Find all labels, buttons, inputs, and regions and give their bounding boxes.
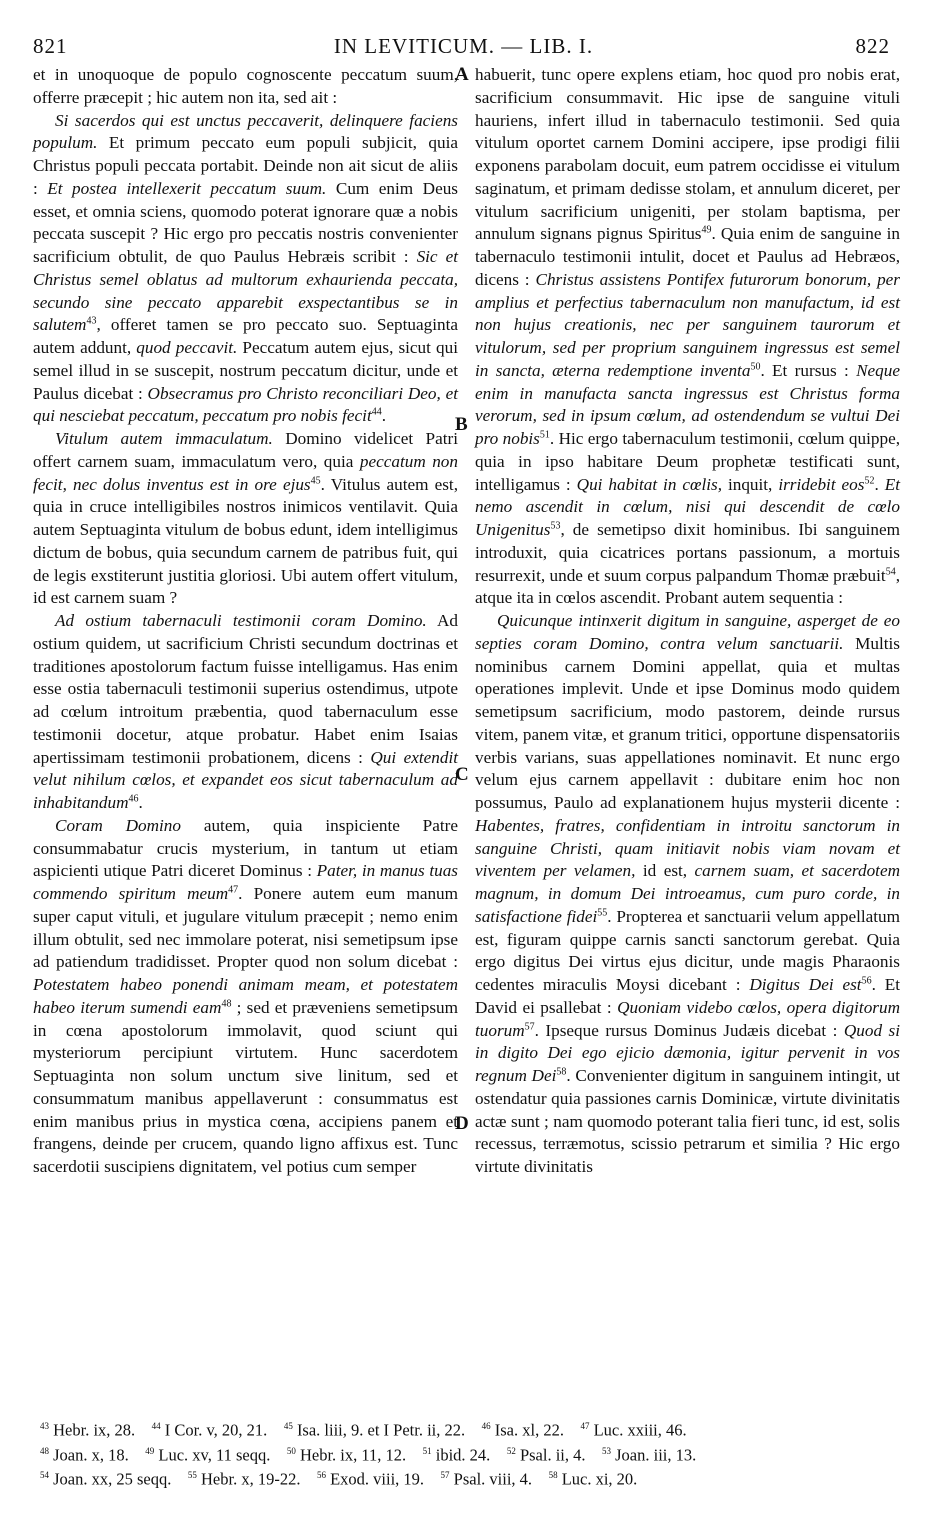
text-run: Et nemo ascendit in cœlum, nisi qui descendit de cœlo Unigenitus [475,474,901,539]
footnote-citation: Hebr. ix, 11, 12. [299,1445,407,1464]
text-run: . Vitulus autem est, quia in cruce intelligibiles nostros inimicos ventilavit. Quia autem Septuaginta vitulum de bobus edunt, idem intelligimus dictum de bobus, quia secundum carnem de patribus fuit, qui de legis exstiterunt justitia gloriosi. Ubi autem offert vitulum, id est carnem suam ? [33,474,459,608]
footnote-number: 54 [40,1470,49,1480]
footnote-ref: 53 [550,520,561,532]
running-title: IN LEVITICUM. — LIB. I. [333,34,594,58]
footnote-citation: Luc. xv, 11 seqq. [158,1445,271,1464]
text-run: . Et David ei psallebat : [475,975,900,1017]
text-run: . [381,406,387,426]
text-run: Coram Domino [55,815,181,835]
footnote-citation: Psal. viii, 4. [453,1469,533,1489]
text-run: Vitulum autem immaculatum. [55,429,273,448]
page-header [0,34,927,58]
footnote-citation: Psal. ii, 4. [519,1445,586,1464]
text-run: Quoniam videbo cœlos, opera digitorum tuorum [475,997,900,1040]
footnote-ref: 43 [86,315,97,327]
paragraph [475,610,900,1179]
footnote-number: 51 [422,1445,432,1456]
footnote-line [40,1441,900,1466]
section-marker-d: D [455,1113,469,1134]
footnote-ref: 56 [861,975,872,987]
paragraph [33,815,458,1179]
footnote-citation: I Cor. v, 20, 21. [164,1420,268,1440]
footnote-number: 55 [187,1470,197,1480]
footnote-citation: Hebr. x, 19-22. [201,1469,301,1489]
text-run: irridebit eos [778,474,865,494]
text-run: autem, quia inspiciente Patre consummabatur crucis mysterium, in tantum ut etiam aspicienti utique Patri diceret Dominus : [33,815,459,881]
text-run: . Hic ergo tabernaculum testimonii, cœlum quippe, quia in ipso habitare Deum prophetæ testificati sunt, intelligamus : [475,429,900,494]
footnote-ref: 45 [310,474,321,486]
footnote-ref: 49 [701,224,712,236]
paragraph [33,110,458,429]
paragraph [475,64,900,610]
footnote-line [40,1465,900,1490]
text-run: ; sed et præveniens semetipsum in cœna apostolorum immolavit, quod sciunt qui mysteriorum percipiunt virtutem. Hunc sacerdotem Septuaginta non solum unctum sive linitum, sed et consummatum manibus appellaverunt : consummatus est enim manibus prius in mystica cœna, accipiens panem et frangens, deinde per crucem, quando ligno affixus est. Tunc sacerdotii suscipiens dignitatem, vel potius cum semper [33,997,458,1176]
text-run: Christus assistens Pontifex futurorum bonorum, per amplius et perfectius tabernaculum non manufactum, id est non hujus creationis, nec per sanguinem taurorum et vitulorum, sed per proprium sanguinem ingressus est semel in sancta, æterna redemptione inventa [475,269,900,380]
section-marker-c: C [455,764,469,785]
text-run: Si sacerdos qui est unctus peccaverit, delinquere faciens populum. [33,110,458,153]
text-run: Multis nominibus carnem Domini appellat, quia et multas operationes implevit. Unde et ipse Dominus modo quidem semetipsum sacrificium, modo pastorem, deinde rursus vitem, panem vitæ, et granum tritici, opportune dispensatoriis verbis varians, suas appellationes nominavit. Et nunc ergo velum ejus carnem appellavit : dubitare enim hoc non possumus, Paulo ad explanationem hujus mysterii dicente : [475,633,900,812]
text-run: . Et rursus : [760,360,857,380]
page-number-right: 822 [855,34,890,58]
text-run: Ad ostium quidem, ut sacrificium Christi secundum doctrinas et traditiones apostolorum factum fuisse intelligamus. Has enim esse ostia tabernaculi testimonii superius ostendimus, utpote ad cœlum introitum præbentia, quod tabernaculum esse testimonii docetur, atque probatur. Habet enim Isaias apertissimam testimonii probationem, dicens : [33,611,459,767]
text-run: habuerit, tunc opere explens etiam, hoc quod pro nobis erat, sacrificium consummavit. Hic ipse de sanguine vituli hauriens, infert illud in tabernaculo testimonii. Sed quia vitulum oportet carnem Domini accipere, ipse prodigi filii exponens parabolam docuit, eum patrem occidisse ei vitulum saginatum, et primam dedisse stolam, et annulum diceret, per vitulum sacrificium unigeniti, per stolam baptisma, per annulum signans pignus Spiritus [475,65,900,244]
footnotes [40,1416,900,1490]
text-run: Digitus Dei est [749,975,862,994]
text-run: , offeret tamen se pro peccato suo. Septuaginta autem addunt, [33,315,458,357]
text-run: id est, [635,861,695,881]
footnote-citation: Joan. xx, 25 seqq. [53,1469,172,1489]
section-marker-b: B [455,414,468,435]
footnote-citation: Luc. xxiii, 46. [593,1420,687,1440]
text-run: Qui extendit velut nihilum cœlos, et expandet eos sicut tabernaculum ad inhabitandum [33,747,458,812]
text-run: . [874,474,885,494]
text-run: carnem suam, et sacerdotem magnum, in domum Dei introeamus, cum puro corde, in satisfactione fidei [475,861,900,926]
paragraph [33,610,458,815]
footnote-ref: 54 [885,565,896,577]
text-run: Et postea intellexerit peccatum suum. [47,178,327,198]
footnote-number: 52 [506,1445,516,1456]
text-run: Quicunque intinxerit digitum in sanguine, asperget de eo septies coram Domino, contra velum sanctuarii. [475,611,900,653]
text-run: Pater, in manus tuas commendo spiritum meum [33,861,458,903]
text-run: . [138,793,143,812]
paragraph [33,428,458,610]
text-run: , atque ita in cœlos ascendit. Probant autem sequentia : [475,565,900,608]
text-run: peccatum non fecit, nec dolus inventus est in ore ejus [33,451,458,494]
text-run: Neque enim in manufacta sancta ingressus est Christus forma verorum, sed in ipsum cœlum, ad ostendendum se vultui Dei pro nobis [475,360,900,448]
footnote-ref: 57 [524,1020,535,1032]
footnote-ref: 46 [128,793,139,805]
text-run: . Quia enim de sanguine in tabernaculo testimonii intulit, docet et Paulus ad Hebræos, dicens : [475,224,900,289]
footnote-number: 48 [40,1445,49,1456]
text-run: inquit, [722,474,779,494]
text-run: Quod si in digito Dei ego ejicio dæmonia, igitur pervenit in vos regnum Dei [475,1020,900,1085]
text-run: Obsecramus pro Christo reconciliari Deo, et qui nesciebat peccatum, peccatum pro nobis fecit [33,383,458,426]
footnote-number: 45 [283,1421,293,1431]
footnote-citation: Isa. xl, 22. [494,1420,564,1440]
footnote-citation: Exod. viii, 19. [330,1469,425,1489]
footnote-citation: Luc. xi, 20. [561,1469,638,1489]
footnote-number: 53 [602,1445,611,1456]
footnote-number: 58 [548,1470,558,1480]
text-run: . Convenienter digitum in sanguinem intingit, ut ostendatur quia passiones carnis Dominicæ, virtute divinitatis actæ sunt ; nam quomodo poterant talia fieri tunc, id est, solis recessus, terræmotus, scissio petrarum et similia ? Hic ergo virtute divinitatis [475,1066,900,1176]
footnote-citation: Joan. x, 18. [53,1445,129,1464]
right-column [475,64,900,1179]
footnote-ref: 50 [750,361,761,373]
footnote-citation: Hebr. ix, 28. [53,1420,136,1440]
paragraph [33,64,458,110]
footnote-ref: 58 [556,1066,567,1078]
footnote-citation: Isa. liii, 9. et I Petr. ii, 22. [296,1420,466,1440]
text-run: . Ipseque rursus Dominus Judæis dicebat : [534,1020,844,1040]
text-run: Peccatum autem ejus, sicut qui semel illud in se suscepit, nostrum peccatum dicitur, unde et Paulus dicebat : [33,338,458,403]
text-run: Et primum peccato eum populi subjicit, quia Christus populi peccata portabit. Deinde non ait sicut de aliis : [33,133,458,198]
footnote-ref: 47 [228,884,239,896]
text-run: . Ponere autem eum manum super caput vituli, et jugulare vitulum præcepit ; nemo enim illum obtulit, sed nec immolare poterat, nisi semetipsum ipse ad patiendum tradidisset. Propter quod non solum dicebat : [33,884,458,972]
footnote-number: 56 [316,1470,326,1480]
footnote-ref: 44 [371,406,382,418]
text-run: Sic et Christus semel oblatus ad multorum exhaurienda peccata, secundo sine peccato apparebit exspectantibus se in salutem [33,247,458,335]
footnote-number: 49 [145,1445,155,1456]
footnote-ref: 48 [221,998,232,1010]
footnote-number: 47 [580,1421,590,1431]
footnote-number: 57 [440,1470,450,1480]
text-run: Ad ostium tabernaculi testimonii coram Domino. [55,611,427,630]
footnote-ref: 55 [597,907,608,919]
section-marker-a: A [455,64,469,85]
text-run: Cum enim Deus esset, et omnia sciens, quomodo poterat ignorare quæ a nobis peccata suscepit ? Hic ergo pro peccatis nostris convenienter sacrificium obtulit, de quo Paulus Hebræis scribit : [33,178,458,266]
footnote-citation: Joan. iii, 13. [615,1445,697,1464]
footnote-number: 44 [151,1421,161,1431]
text-run: Potestatem habeo ponendi animam meam, et potestatem habeo iterum sumendi eam [33,975,458,1017]
footnote-citation: ibid. 24. [435,1445,491,1464]
text-run: Habentes, fratres, confidentiam in introitu sanctorum in sanguine Christi, quam initiavit nobis viam novam et viventem per velamen, [475,815,900,881]
footnote-number: 43 [40,1421,49,1431]
left-column [33,64,458,1179]
footnote-number: 46 [481,1421,491,1431]
text-run: et in unoquoque de populo cognoscente peccatum suum, offerre præcepit ; hic autem non ita, sed ait : [33,65,458,107]
footnote-ref: 51 [539,429,550,441]
text-run: Domino videlicet Patri offert carnem suam, immaculatum vero, quia [33,429,459,471]
footnote-number: 50 [286,1445,296,1456]
text-run: . Propterea et sanctuarii velum appellatum est, figuram quippe carnis sancti sanctorum gerebat. Quia ergo digitus Dei virtus ejus dicitur, unde magis Pharaonis cedentes miraculis Moysi dicebant : [475,906,900,994]
text-run: Qui habitat in cœlis, [576,474,722,494]
footnote-ref: 52 [864,474,875,486]
text-run: quod peccavit. [136,338,238,357]
text-run: , de semetipso dixit hominibus. Ibi sanguinem introduxit, quia cicatrices portans passionum, a mortuis resurrexit, unde et suum corpus palpandum Thomæ præbuit [475,520,900,585]
page-number-left: 821 [33,34,68,58]
footnote-line [40,1416,900,1441]
